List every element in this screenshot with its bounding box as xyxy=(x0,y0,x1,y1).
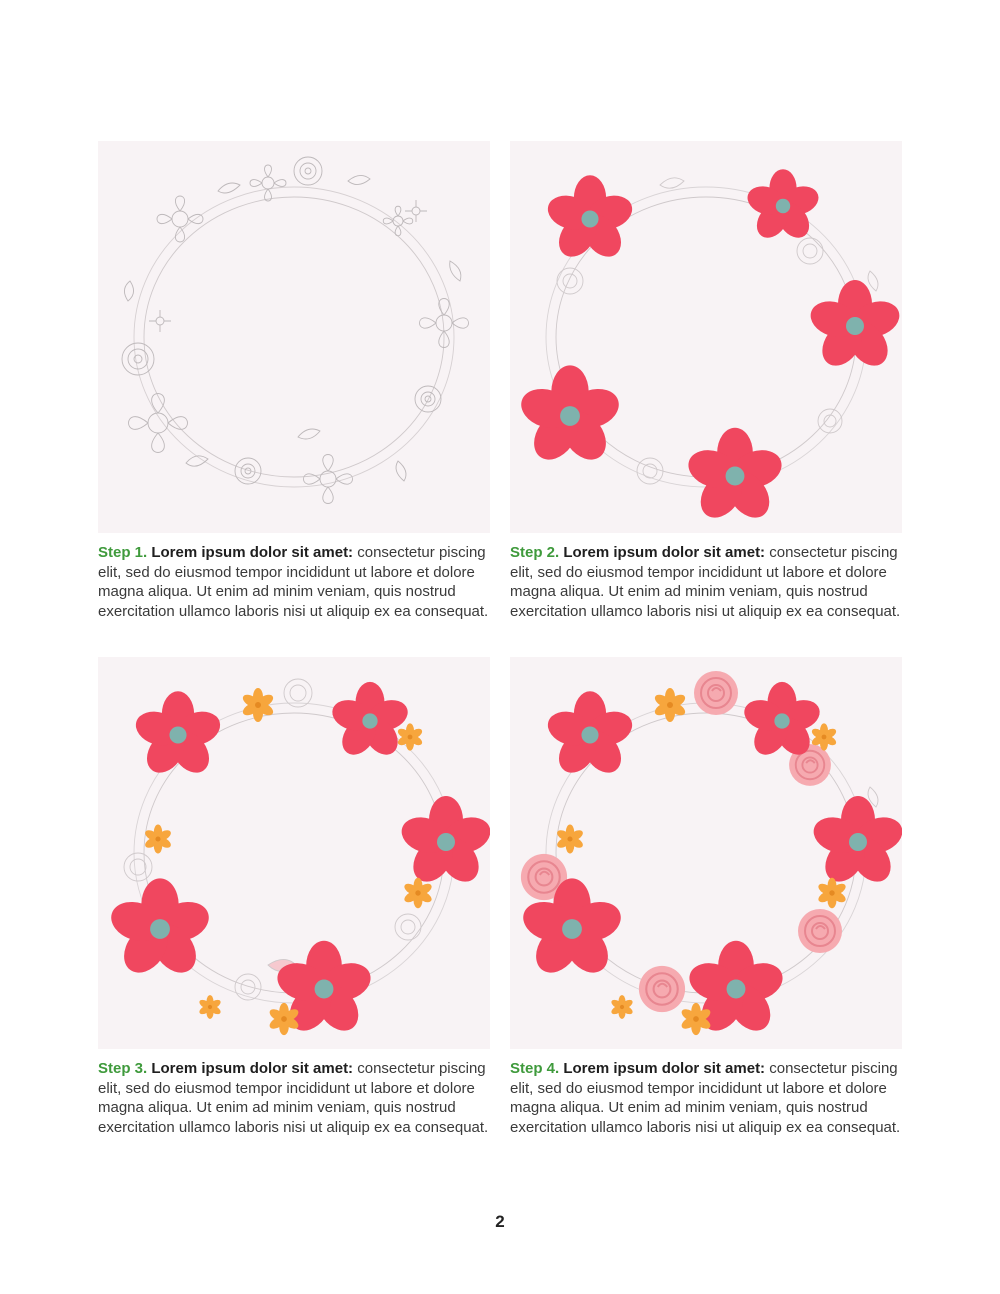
wreath-red-flowers xyxy=(510,141,902,533)
pink-rose xyxy=(798,909,842,953)
step-3-caption xyxy=(98,1059,498,1137)
red-flower xyxy=(744,169,822,244)
step-4-illustration xyxy=(510,657,902,1049)
red-flower xyxy=(397,796,490,889)
orange-flower xyxy=(143,825,172,854)
red-flower xyxy=(516,365,624,468)
step-4-caption xyxy=(510,1059,910,1137)
step-3-label: Step 3. xyxy=(98,1060,148,1077)
red-flower xyxy=(543,691,636,780)
step-2-illustration xyxy=(510,141,902,533)
step-2-lead: Lorem ipsum dolor sit amet: xyxy=(563,544,766,561)
red-flower xyxy=(543,175,636,264)
wreath-red-orange-pink-flowers xyxy=(510,657,902,1049)
step-2-panel xyxy=(510,141,910,621)
step-1-panel xyxy=(98,141,498,621)
step-3-lead: Lorem ipsum dolor sit amet: xyxy=(151,1060,354,1077)
step-1-lead: Lorem ipsum dolor sit amet: xyxy=(151,544,354,561)
orange-flower xyxy=(402,878,433,909)
step-3-body: consectetur piscing elit, sed do eiusmod tempor incididunt ut labore et dolore magna aliqua. Ut enim ad minim veniam, quis nostrud exercitation ullamco laboris nisi ut aliquip ex ea consequat. xyxy=(98,1060,489,1136)
orange-flower xyxy=(396,723,424,750)
step-4-panel xyxy=(510,657,910,1137)
step-4-body: consectetur piscing elit, sed do eiusmod tempor incididunt ut labore et dolore magna aliqua. Ut enim ad minim veniam, quis nostrud exercitation ullamco laboris nisi ut aliquip ex ea consequat. xyxy=(510,1060,901,1136)
step-1-caption xyxy=(98,543,498,621)
pencil-sketch-wreath xyxy=(98,141,490,533)
step-2-body: consectetur piscing elit, sed do eiusmod tempor incididunt ut labore et dolore magna aliqua. Ut enim ad minim veniam, quis nostrud exercitation ullamco laboris nisi ut aliquip ex ea consequat. xyxy=(510,544,901,620)
page-number: 2 xyxy=(495,1212,505,1231)
step-1-body: consectetur piscing elit, sed do eiusmod tempor incididunt ut labore et dolore magna aliqua. Ut enim ad minim veniam, quis nostrud exercitation ullamco laboris nisi ut aliquip ex ea consequat. xyxy=(98,544,489,620)
step-3-illustration xyxy=(98,657,490,1049)
step-4-lead: Lorem ipsum dolor sit amet: xyxy=(563,1060,766,1077)
pink-rose xyxy=(694,671,738,715)
orange-flower xyxy=(198,995,222,1019)
orange-flower xyxy=(610,995,634,1019)
step-2-caption xyxy=(510,543,910,621)
step-1-illustration xyxy=(98,141,490,533)
pink-rose xyxy=(639,966,685,1012)
orange-flower xyxy=(816,878,847,909)
step-2-label: Step 2. xyxy=(510,544,560,561)
wreath-red-orange-flowers xyxy=(98,657,490,1049)
step-1-label: Step 1. xyxy=(98,544,148,561)
orange-flower xyxy=(555,825,584,854)
red-flower xyxy=(809,796,902,889)
red-flower xyxy=(328,682,411,761)
step-4-label: Step 4. xyxy=(510,1060,560,1077)
red-flower xyxy=(106,878,214,981)
red-flower xyxy=(131,691,224,780)
step-3-panel xyxy=(98,657,498,1137)
red-flower xyxy=(684,428,787,526)
